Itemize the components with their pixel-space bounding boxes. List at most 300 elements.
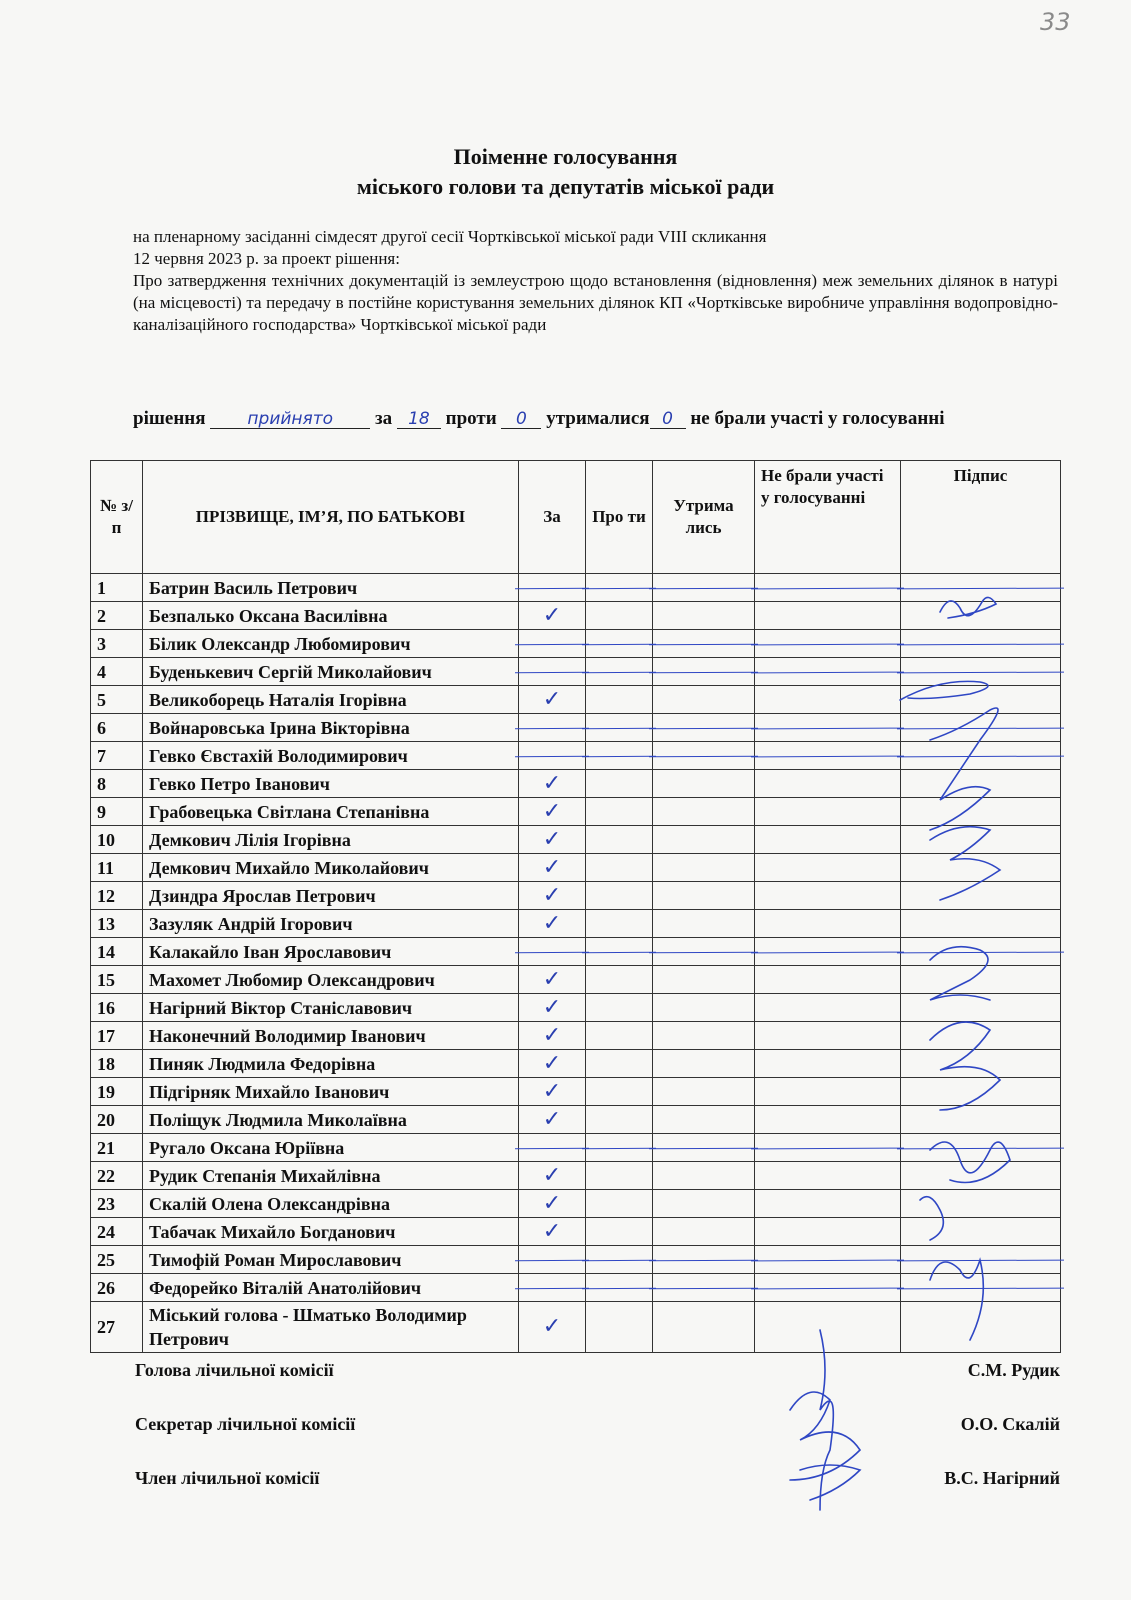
strike-line [649, 1259, 758, 1261]
cell-signature [901, 770, 1061, 798]
table-row [91, 1302, 1061, 1353]
cell-not-voted [755, 658, 901, 686]
cell-abstained [653, 1022, 755, 1050]
header-signature: Підпис [901, 461, 1061, 574]
check-mark: ✓ [542, 1078, 562, 1104]
table-row [91, 658, 1061, 686]
cell-signature [901, 798, 1061, 826]
strike-line [582, 951, 656, 952]
check-mark: ✓ [542, 910, 562, 936]
secretary-name: О.О. Скалій [960, 1414, 1060, 1434]
cell-abstained [653, 1078, 755, 1106]
strike-line [515, 1287, 589, 1288]
chair-name: С.М. Рудик [967, 1360, 1060, 1380]
cell-not-voted [755, 1274, 901, 1302]
cell-against [586, 1022, 653, 1050]
strike-line [897, 671, 1064, 673]
strike-line [515, 587, 589, 588]
cell-signature [901, 742, 1061, 770]
cell-signature [901, 1190, 1061, 1218]
row-number: 23 [91, 1190, 143, 1218]
cell-for [519, 714, 586, 742]
row-number: 9 [91, 798, 143, 826]
cell-not-voted [755, 1302, 901, 1353]
row-number: 24 [91, 1218, 143, 1246]
cell-signature [901, 1134, 1061, 1162]
cell-for [519, 938, 586, 966]
cell-against [586, 994, 653, 1022]
cell-not-voted [755, 1190, 901, 1218]
session-intro [133, 226, 1058, 336]
check-mark: ✓ [542, 1050, 562, 1076]
cell-signature [901, 1274, 1061, 1302]
cell-not-voted [755, 1106, 901, 1134]
strike-line [897, 727, 1064, 729]
strike-line [751, 1259, 904, 1261]
cell-signature [901, 1302, 1061, 1353]
strike-line [515, 1259, 589, 1260]
cell-not-voted [755, 854, 901, 882]
strike-line [751, 1147, 904, 1149]
table-body [91, 574, 1061, 1353]
table-row [91, 630, 1061, 658]
against-label: проти [445, 408, 497, 429]
table-header-row [91, 461, 1061, 574]
cell-signature [901, 1246, 1061, 1274]
cell-for [519, 630, 586, 658]
cell-against [586, 1162, 653, 1190]
cell-abstained [653, 882, 755, 910]
date-line: 12 червня 2023 р. за проект рішення: [133, 249, 400, 268]
cell-not-voted [755, 1218, 901, 1246]
cell-abstained [653, 714, 755, 742]
header-against: Про ти [586, 461, 653, 574]
strike-line [649, 727, 758, 729]
cell-for [519, 1134, 586, 1162]
cell-signature [901, 938, 1061, 966]
cell-abstained [653, 1050, 755, 1078]
member-name: Ругало Оксана Юріївна [143, 1134, 519, 1162]
table-row [91, 574, 1061, 602]
for-label: за [375, 408, 393, 429]
cell-abstained [653, 1134, 755, 1162]
cell-for [519, 1246, 586, 1274]
cell-against [586, 602, 653, 630]
check-mark: ✓ [542, 994, 562, 1020]
member-name: Буденькевич Сергій Миколайович [143, 658, 519, 686]
row-number: 2 [91, 602, 143, 630]
cell-for [519, 798, 586, 826]
table-row [91, 882, 1061, 910]
cell-against [586, 1246, 653, 1274]
member-name: Махомет Любомир Олександрович [143, 966, 519, 994]
cell-for [519, 1274, 586, 1302]
cell-for [519, 1050, 586, 1078]
cell-against [586, 826, 653, 854]
member-name: Войнаровська Ірина Вікторівна [143, 714, 519, 742]
table-row [91, 742, 1061, 770]
cell-signature [901, 910, 1061, 938]
member-name: Демкович Михайло Миколайович [143, 854, 519, 882]
cell-for [519, 1078, 586, 1106]
cell-signature [901, 1078, 1061, 1106]
check-mark: ✓ [542, 798, 562, 824]
cell-signature [901, 1162, 1061, 1190]
cell-for [519, 1190, 586, 1218]
member-name: Нагірний Віктор Станіславович [143, 994, 519, 1022]
member-name: Міський голова - Шматько Володимир Петрович [143, 1302, 519, 1353]
row-number: 8 [91, 770, 143, 798]
cell-against [586, 938, 653, 966]
cell-abstained [653, 686, 755, 714]
cell-for [519, 1022, 586, 1050]
strike-line [897, 1147, 1064, 1149]
cell-for [519, 1302, 586, 1353]
table-row [91, 1134, 1061, 1162]
member-name: Поліщук Людмила Миколаївна [143, 1106, 519, 1134]
check-mark: ✓ [542, 1106, 562, 1132]
cell-against [586, 910, 653, 938]
strike-line [897, 951, 1064, 953]
table-row [91, 1078, 1061, 1106]
cell-not-voted [755, 1022, 901, 1050]
table-row [91, 854, 1061, 882]
row-number: 15 [91, 966, 143, 994]
header-abstained: Утрима лись [653, 461, 755, 574]
row-number: 19 [91, 1078, 143, 1106]
row-number: 13 [91, 910, 143, 938]
strike-line [515, 727, 589, 728]
row-number: 5 [91, 686, 143, 714]
cell-against [586, 966, 653, 994]
strike-line [582, 671, 656, 672]
member-name: Безпалько Оксана Василівна [143, 602, 519, 630]
strike-line [751, 671, 904, 673]
cell-against [586, 714, 653, 742]
check-mark: ✓ [542, 1314, 562, 1339]
cell-abstained [653, 602, 755, 630]
row-number: 10 [91, 826, 143, 854]
cell-against [586, 1050, 653, 1078]
cell-abstained [653, 630, 755, 658]
strike-line [649, 1287, 758, 1289]
strike-line [897, 755, 1064, 757]
cell-signature [901, 686, 1061, 714]
check-mark: ✓ [542, 826, 562, 852]
cell-against [586, 798, 653, 826]
row-number: 6 [91, 714, 143, 742]
cell-abstained [653, 826, 755, 854]
check-mark: ✓ [542, 1218, 562, 1244]
abstained-count-handwritten: 0 [650, 410, 686, 429]
cell-abstained [653, 1162, 755, 1190]
cell-not-voted [755, 686, 901, 714]
commission-secretary-row [135, 1414, 1060, 1442]
cell-not-voted [755, 574, 901, 602]
cell-abstained [653, 1106, 755, 1134]
cell-not-voted [755, 630, 901, 658]
cell-not-voted [755, 742, 901, 770]
row-number: 14 [91, 938, 143, 966]
roll-call-table [90, 460, 1061, 1353]
strike-line [897, 1287, 1064, 1289]
member-name: Батрин Василь Петрович [143, 574, 519, 602]
member-name: Пиняк Людмила Федорівна [143, 1050, 519, 1078]
row-number: 11 [91, 854, 143, 882]
strike-line [582, 1259, 656, 1260]
strike-line [751, 951, 904, 953]
member-name: Гевко Петро Іванович [143, 770, 519, 798]
document-title [0, 142, 1131, 202]
member-name: Підгірняк Михайло Іванович [143, 1078, 519, 1106]
row-number: 20 [91, 1106, 143, 1134]
strike-line [751, 755, 904, 757]
cell-not-voted [755, 910, 901, 938]
cell-abstained [653, 1302, 755, 1353]
cell-signature [901, 966, 1061, 994]
table-row [91, 602, 1061, 630]
cell-abstained [653, 994, 755, 1022]
cell-against [586, 686, 653, 714]
cell-signature [901, 1050, 1061, 1078]
cell-against [586, 658, 653, 686]
cell-not-voted [755, 602, 901, 630]
cell-against [586, 1106, 653, 1134]
strike-line [649, 1147, 758, 1149]
cell-for [519, 1218, 586, 1246]
strike-line [515, 1147, 589, 1148]
table-row [91, 1274, 1061, 1302]
row-number: 27 [91, 1302, 143, 1353]
strike-line [649, 643, 758, 645]
cell-not-voted [755, 798, 901, 826]
cell-abstained [653, 798, 755, 826]
table-row [91, 1190, 1061, 1218]
table-row [91, 1106, 1061, 1134]
strike-line [649, 671, 758, 673]
cell-signature [901, 882, 1061, 910]
check-mark: ✓ [542, 966, 562, 992]
row-number: 7 [91, 742, 143, 770]
cell-for [519, 910, 586, 938]
decision-handwritten: прийнято [210, 410, 370, 429]
cell-for [519, 686, 586, 714]
cell-against [586, 854, 653, 882]
cell-for [519, 742, 586, 770]
cell-for [519, 1162, 586, 1190]
cell-signature [901, 714, 1061, 742]
strike-line [582, 587, 656, 588]
row-number: 4 [91, 658, 143, 686]
cell-abstained [653, 742, 755, 770]
cell-for [519, 966, 586, 994]
cell-not-voted [755, 1078, 901, 1106]
cell-against [586, 1134, 653, 1162]
strike-line [897, 643, 1064, 645]
check-mark: ✓ [542, 1162, 562, 1188]
session-line: на пленарному засіданні сімдесят другої сесії Чортківської міської ради VIII скликання [133, 227, 767, 246]
strike-line [649, 587, 758, 589]
against-count-handwritten: 0 [501, 410, 541, 429]
cell-signature [901, 1106, 1061, 1134]
strike-line [582, 727, 656, 728]
draft-decision-subject: Про затвердження технічних документацій із землеустрою щодо встановлення (відновлення) меж земельних ділянок в натурі (на місцевості) та передачу в постійне користування земельних ділянок КП «Чортківське виробниче управління водопровідно-каналізаційного господарства» Чортківської міської ради [133, 271, 1058, 334]
cell-not-voted [755, 1134, 901, 1162]
table-row [91, 966, 1061, 994]
member-name: Федорейко Віталій Анатолійович [143, 1274, 519, 1302]
cell-against [586, 742, 653, 770]
member-name: Рудик Степанія Михайлівна [143, 1162, 519, 1190]
for-count-handwritten: 18 [397, 410, 441, 429]
check-mark: ✓ [542, 686, 562, 712]
strike-line [515, 755, 589, 756]
table-row [91, 1162, 1061, 1190]
strike-line [751, 727, 904, 729]
cell-not-voted [755, 1162, 901, 1190]
cell-against [586, 1190, 653, 1218]
header-name: ПРІЗВИЩЕ, ІМ’Я, ПО БАТЬКОВІ [143, 461, 519, 574]
member-name: Дзиндра Ярослав Петрович [143, 882, 519, 910]
strike-line [649, 755, 758, 757]
member-name: В.С. Нагірний [944, 1468, 1060, 1488]
strike-line [751, 1287, 904, 1289]
header-for: За [519, 461, 586, 574]
check-mark: ✓ [542, 1190, 562, 1216]
strike-line [582, 1147, 656, 1148]
cell-for [519, 770, 586, 798]
cell-abstained [653, 1218, 755, 1246]
cell-signature [901, 1022, 1061, 1050]
page-number: 33 [1040, 8, 1071, 36]
decision-label: рішення [133, 408, 206, 429]
abstained-label: утрималися [546, 408, 650, 429]
title-line-1: Поіменне голосування [453, 144, 678, 169]
cell-signature [901, 630, 1061, 658]
cell-abstained [653, 966, 755, 994]
header-not-voted: Не брали участі у голосуванні [755, 461, 901, 574]
cell-abstained [653, 574, 755, 602]
row-number: 18 [91, 1050, 143, 1078]
member-name: Тимофій Роман Мирославович [143, 1246, 519, 1274]
row-number: 17 [91, 1022, 143, 1050]
row-number: 16 [91, 994, 143, 1022]
cell-abstained [653, 658, 755, 686]
cell-for [519, 658, 586, 686]
strike-line [582, 643, 656, 644]
member-name: Калакайло Іван Ярославович [143, 938, 519, 966]
cell-not-voted [755, 938, 901, 966]
check-mark: ✓ [542, 602, 562, 628]
cell-signature [901, 854, 1061, 882]
row-number: 26 [91, 1274, 143, 1302]
table-row [91, 1218, 1061, 1246]
chair-role: Голова лічильної комісії [135, 1360, 334, 1380]
strike-line [515, 643, 589, 644]
row-number: 12 [91, 882, 143, 910]
cell-for [519, 826, 586, 854]
cell-against [586, 630, 653, 658]
member-name: Великоборець Наталія Ігорівна [143, 686, 519, 714]
commission-chair-row [135, 1360, 1060, 1388]
cell-signature [901, 658, 1061, 686]
member-name: Наконечний Володимир Іванович [143, 1022, 519, 1050]
row-number: 21 [91, 1134, 143, 1162]
cell-signature [901, 826, 1061, 854]
strike-line [897, 1259, 1064, 1261]
cell-for [519, 1106, 586, 1134]
cell-not-voted [755, 770, 901, 798]
strike-line [649, 951, 758, 953]
cell-not-voted [755, 714, 901, 742]
member-name: Скалій Олена Олександрівна [143, 1190, 519, 1218]
member-name: Грабовецька Світлана Степанівна [143, 798, 519, 826]
table-row [91, 910, 1061, 938]
cell-for [519, 574, 586, 602]
cell-not-voted [755, 966, 901, 994]
cell-against [586, 574, 653, 602]
check-mark: ✓ [542, 1022, 562, 1048]
member-name: Зазуляк Андрій Ігорович [143, 910, 519, 938]
secretary-role: Секретар лічильної комісії [135, 1414, 356, 1434]
table-row [91, 686, 1061, 714]
member-name: Демкович Лілія Ігорівна [143, 826, 519, 854]
title-line-2: міського голови та депутатів міської ради [356, 174, 775, 199]
cell-not-voted [755, 882, 901, 910]
strike-line [515, 671, 589, 672]
strike-line [751, 643, 904, 645]
cell-abstained [653, 770, 755, 798]
decision-summary [133, 408, 1063, 430]
check-mark: ✓ [542, 882, 562, 908]
member-name: Табачак Михайло Богданович [143, 1218, 519, 1246]
row-number: 3 [91, 630, 143, 658]
strike-line [515, 951, 589, 952]
cell-abstained [653, 910, 755, 938]
row-number: 1 [91, 574, 143, 602]
cell-for [519, 854, 586, 882]
cell-signature [901, 1218, 1061, 1246]
cell-against [586, 882, 653, 910]
strike-line [751, 587, 904, 589]
cell-not-voted [755, 1246, 901, 1274]
table-row [91, 798, 1061, 826]
row-number: 25 [91, 1246, 143, 1274]
cell-for [519, 882, 586, 910]
table-row [91, 938, 1061, 966]
cell-abstained [653, 1246, 755, 1274]
table-row [91, 770, 1061, 798]
cell-for [519, 602, 586, 630]
strike-line [582, 755, 656, 756]
commission-member-row [135, 1468, 1060, 1496]
cell-against [586, 770, 653, 798]
cell-abstained [653, 1190, 755, 1218]
cell-against [586, 1218, 653, 1246]
header-num: № з/п [91, 461, 143, 574]
cell-for [519, 994, 586, 1022]
check-mark: ✓ [542, 770, 562, 796]
cell-abstained [653, 938, 755, 966]
row-number: 22 [91, 1162, 143, 1190]
table-row [91, 714, 1061, 742]
member-name: Білик Олександр Любомирович [143, 630, 519, 658]
strike-line [897, 587, 1064, 589]
cell-signature [901, 574, 1061, 602]
cell-signature [901, 602, 1061, 630]
cell-against [586, 1078, 653, 1106]
table-row [91, 994, 1061, 1022]
cell-not-voted [755, 1050, 901, 1078]
